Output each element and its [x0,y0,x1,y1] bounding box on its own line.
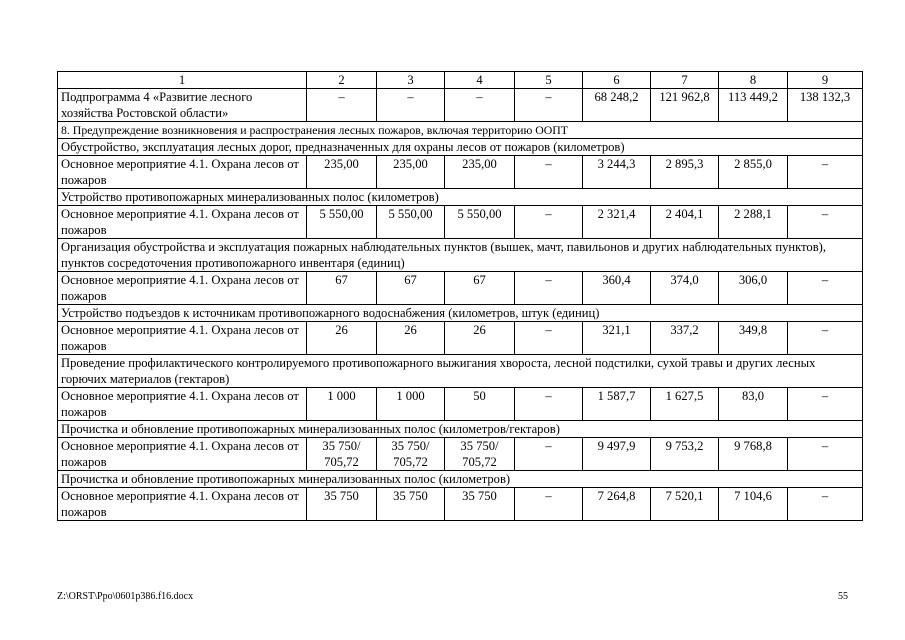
value-cell: 2 288,1 [719,206,788,239]
value-cell: 67 [307,272,377,305]
value-cell: 2 321,4 [583,206,651,239]
column-number-cell: 4 [445,72,515,89]
value-cell: – [788,322,863,355]
value-cell: 5 550,00 [307,206,377,239]
activity-label: Основное мероприятие 4.1. Охрана лесов от пожаров [58,322,307,355]
subprogram-value-cell: – [445,89,515,122]
table-row [58,388,863,421]
value-cell: 26 [307,322,377,355]
value-cell: 83,0 [719,388,788,421]
value-cell: 35 750/ 705,72 [445,438,515,471]
value-cell: 1 000 [377,388,445,421]
footer-page-number: 55 [838,591,848,602]
group-heading: Прочистка и обновление противопожарных минерализованных полос (километров/гектаров) [58,421,863,438]
value-cell: 9 753,2 [651,438,719,471]
group-heading-row [58,305,863,322]
subprogram-value-cell: 138 132,3 [788,89,863,122]
value-cell: – [515,156,583,189]
value-cell: 2 855,0 [719,156,788,189]
value-cell: 1 627,5 [651,388,719,421]
activity-label: Основное мероприятие 4.1. Охрана лесов от пожаров [58,272,307,305]
activity-label: Основное мероприятие 4.1. Охрана лесов от пожаров [58,388,307,421]
value-cell: – [515,388,583,421]
value-cell: – [788,156,863,189]
value-cell: 35 750 [445,488,515,521]
value-cell: 7 264,8 [583,488,651,521]
group-heading-row [58,239,863,272]
column-number-cell: 1 [58,72,307,89]
group-heading: Обустройство, эксплуатация лесных дорог, предназначенных для охраны лесов от пожаров (километров) [58,139,863,156]
value-cell: 360,4 [583,272,651,305]
value-cell: 5 550,00 [377,206,445,239]
value-cell: 67 [377,272,445,305]
value-cell: 235,00 [377,156,445,189]
group-heading-row [58,421,863,438]
value-cell: – [515,438,583,471]
group-heading: Устройство противопожарных минерализованных полос (километров) [58,189,863,206]
data-table [57,71,863,521]
group-heading: Прочистка и обновление противопожарных минерализованных полос (километров) [58,471,863,488]
value-cell: – [788,272,863,305]
value-cell: 35 750/ 705,72 [377,438,445,471]
value-cell: – [515,322,583,355]
value-cell: 1 000 [307,388,377,421]
group-heading-row [58,355,863,388]
group-heading-row [58,189,863,206]
group-heading: Устройство подъездов к источникам противопожарного водоснабжения (километров, штук (единиц) [58,305,863,322]
value-cell: 3 244,3 [583,156,651,189]
value-cell: 7 520,1 [651,488,719,521]
section-title: 8. Предупреждение возникновения и распространения лесных пожаров, включая территорию ООПТ [58,122,863,139]
subprogram-row [58,89,863,122]
subprogram-value-cell: – [307,89,377,122]
column-number-row [58,72,863,89]
subprogram-value-cell: 68 248,2 [583,89,651,122]
group-heading: Организация обустройства и эксплуатация пожарных наблюдательных пунктов (вышек, мачт, павильонов и других наблюдательных пунктов), пунктов сосредоточения противопожарного инвентаря (единиц) [58,239,863,272]
value-cell: – [515,272,583,305]
value-cell: 7 104,6 [719,488,788,521]
value-cell: – [788,438,863,471]
activity-label: Основное мероприятие 4.1. Охрана лесов от пожаров [58,206,307,239]
column-number-cell: 6 [583,72,651,89]
group-heading-row [58,139,863,156]
value-cell: 306,0 [719,272,788,305]
value-cell: 67 [445,272,515,305]
subprogram-value-cell: – [515,89,583,122]
value-cell: 321,1 [583,322,651,355]
value-cell: 1 587,7 [583,388,651,421]
value-cell: 35 750 [377,488,445,521]
section-title-row [58,122,863,139]
subprogram-value-cell: – [377,89,445,122]
table-row [58,272,863,305]
value-cell: 235,00 [445,156,515,189]
value-cell: 26 [377,322,445,355]
column-number-cell: 5 [515,72,583,89]
table-row [58,438,863,471]
value-cell: 235,00 [307,156,377,189]
value-cell: 9 768,8 [719,438,788,471]
value-cell: – [788,488,863,521]
subprogram-value-cell: 121 962,8 [651,89,719,122]
group-heading: Проведение профилактического контролируемого противопожарного выжигания хвороста, лесной подстилки, сухой травы и других лесных горючих материалов (гектаров) [58,355,863,388]
value-cell: 2 895,3 [651,156,719,189]
activity-label: Основное мероприятие 4.1. Охрана лесов от пожаров [58,488,307,521]
subprogram-value-cell: 113 449,2 [719,89,788,122]
footer-file-path: Z:\ORST\Ppo\0601p386.f16.docx [57,591,194,602]
activity-label: Основное мероприятие 4.1. Охрана лесов от пожаров [58,156,307,189]
value-cell: 9 497,9 [583,438,651,471]
value-cell: 337,2 [651,322,719,355]
column-number-cell: 9 [788,72,863,89]
subprogram-label: Подпрограмма 4 «Развитие лесного хозяйства Ростовской области» [58,89,307,122]
value-cell: 50 [445,388,515,421]
value-cell: 2 404,1 [651,206,719,239]
column-number-cell: 3 [377,72,445,89]
value-cell: – [788,388,863,421]
table-row [58,322,863,355]
activity-label: Основное мероприятие 4.1. Охрана лесов от пожаров [58,438,307,471]
value-cell: 349,8 [719,322,788,355]
group-heading-row [58,471,863,488]
value-cell: 5 550,00 [445,206,515,239]
value-cell: 35 750/ 705,72 [307,438,377,471]
table-row [58,488,863,521]
table-row [58,156,863,189]
value-cell: 374,0 [651,272,719,305]
value-cell: – [788,206,863,239]
value-cell: – [515,206,583,239]
table-row [58,206,863,239]
column-number-cell: 7 [651,72,719,89]
value-cell: – [515,488,583,521]
value-cell: 35 750 [307,488,377,521]
column-number-cell: 2 [307,72,377,89]
column-number-cell: 8 [719,72,788,89]
value-cell: 26 [445,322,515,355]
